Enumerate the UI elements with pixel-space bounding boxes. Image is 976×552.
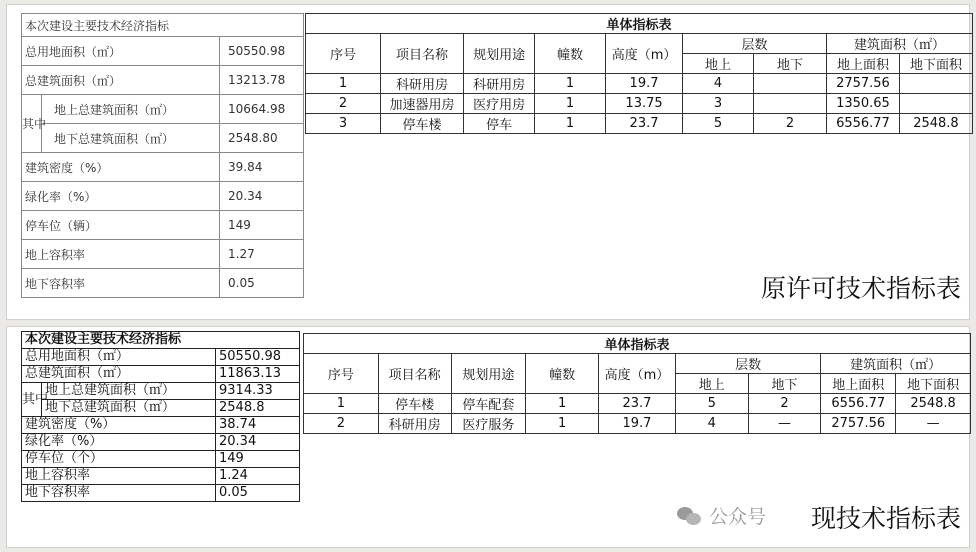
table-cell: 2757.56 bbox=[821, 414, 896, 434]
table-cell: 科研用房 bbox=[381, 74, 464, 94]
table-cell: 13213.78 bbox=[220, 66, 304, 95]
table-row bbox=[22, 485, 300, 502]
watermark-text: 公众号 bbox=[709, 506, 767, 528]
table-cell: 地上面积 bbox=[821, 374, 896, 394]
table-cell: 50550.98 bbox=[220, 37, 304, 66]
table-cell: 39.84 bbox=[220, 153, 304, 182]
table-cell: 4 bbox=[683, 74, 754, 94]
table-cell: 5 bbox=[683, 114, 754, 134]
table-cell: — bbox=[896, 414, 971, 434]
table-cell: 总用地面积（㎡） bbox=[22, 37, 220, 66]
table-cell: 幢数 bbox=[535, 34, 606, 74]
table-cell bbox=[754, 74, 827, 94]
table-row bbox=[306, 114, 973, 134]
table-cell: 0.05 bbox=[220, 269, 304, 298]
table-cell: 停车位（个） bbox=[22, 451, 216, 468]
table-title: 本次建设主要技术经济指标 bbox=[22, 332, 300, 349]
table-row bbox=[22, 269, 304, 298]
table-cell: 1350.65 bbox=[826, 94, 899, 114]
table-cell: 20.34 bbox=[220, 182, 304, 211]
table-cell: 医疗服务 bbox=[451, 414, 526, 434]
table-row bbox=[22, 240, 304, 269]
table-cell: 停车位（辆） bbox=[22, 211, 220, 240]
table-cell: 总建筑面积（㎡） bbox=[22, 366, 216, 383]
table-cell: 2 bbox=[306, 94, 381, 114]
table-cell: 建筑面积（㎡） bbox=[826, 34, 972, 54]
table-cell: 地上容积率 bbox=[22, 468, 216, 485]
table-cell: 20.34 bbox=[216, 434, 300, 451]
merge-label: 其中 bbox=[22, 383, 42, 417]
table-cell: 2548.8 bbox=[896, 394, 971, 414]
table-cell: 50550.98 bbox=[216, 349, 300, 366]
table-row bbox=[306, 94, 973, 114]
table-cell: 地下面积 bbox=[896, 374, 971, 394]
table-cell: 层数 bbox=[675, 354, 821, 374]
table-cell: 6556.77 bbox=[826, 114, 899, 134]
table-cell: 2 bbox=[748, 394, 821, 414]
merge-label: 其中 bbox=[22, 95, 42, 153]
table-cell: 地上总建筑面积（㎡） bbox=[42, 95, 220, 124]
table-cell: 3 bbox=[306, 114, 381, 134]
current-unit-table bbox=[303, 333, 971, 434]
table-cell: 地下面积 bbox=[899, 54, 972, 74]
table-cell: 19.7 bbox=[599, 414, 676, 434]
table-row bbox=[22, 211, 304, 240]
original-summary-table bbox=[21, 13, 304, 298]
table-row bbox=[22, 417, 300, 434]
table-row bbox=[22, 383, 300, 400]
table-cell: 停车楼 bbox=[381, 114, 464, 134]
table-cell: 规划用途 bbox=[451, 354, 526, 394]
watermark bbox=[677, 502, 766, 529]
table-cell: 149 bbox=[216, 451, 300, 468]
table-cell: 高度（m） bbox=[599, 354, 676, 394]
table-cell: 2548.8 bbox=[216, 400, 300, 417]
table-cell bbox=[899, 94, 972, 114]
table-cell bbox=[899, 74, 972, 94]
table-title: 本次建设主要技术经济指标 bbox=[22, 14, 304, 37]
table-cell: 1 bbox=[526, 414, 599, 434]
table-cell: 绿化率（%） bbox=[22, 182, 220, 211]
table-cell: 1 bbox=[535, 94, 606, 114]
table-cell: 11863.13 bbox=[216, 366, 300, 383]
table-row bbox=[22, 95, 304, 124]
table-cell: — bbox=[748, 414, 821, 434]
table-cell: 9314.33 bbox=[216, 383, 300, 400]
table-cell: 地上容积率 bbox=[22, 240, 220, 269]
table-cell: 2757.56 bbox=[826, 74, 899, 94]
table-cell: 停车楼 bbox=[378, 394, 451, 414]
table-row bbox=[22, 468, 300, 485]
table-cell: 1 bbox=[535, 74, 606, 94]
table-cell: 建筑面积（㎡） bbox=[821, 354, 971, 374]
table-cell: 0.05 bbox=[216, 485, 300, 502]
table-cell: 地上面积 bbox=[826, 54, 899, 74]
table-cell: 项目名称 bbox=[378, 354, 451, 394]
table-cell: 地下 bbox=[748, 374, 821, 394]
table-cell: 149 bbox=[220, 211, 304, 240]
table-cell: 建筑密度（%） bbox=[22, 417, 216, 434]
table-cell: 高度（m） bbox=[606, 34, 683, 74]
table-cell: 1 bbox=[535, 114, 606, 134]
table-cell: 地上总建筑面积（㎡） bbox=[42, 383, 216, 400]
table-row bbox=[22, 366, 300, 383]
table-row bbox=[304, 394, 971, 414]
table-cell: 停车 bbox=[464, 114, 535, 134]
wechat-icon bbox=[677, 505, 703, 527]
table-cell: 2 bbox=[754, 114, 827, 134]
original-unit-table bbox=[305, 13, 973, 134]
table-cell: 层数 bbox=[683, 34, 827, 54]
current-caption: 现技术指标表 bbox=[810, 504, 961, 533]
table-row bbox=[22, 182, 304, 211]
table-cell: 序号 bbox=[304, 354, 379, 394]
table-cell: 5 bbox=[675, 394, 748, 414]
table-cell: 19.7 bbox=[606, 74, 683, 94]
table-cell: 3 bbox=[683, 94, 754, 114]
table-cell: 13.75 bbox=[606, 94, 683, 114]
table-cell: 医疗用房 bbox=[464, 94, 535, 114]
table-cell: 加速器用房 bbox=[381, 94, 464, 114]
table-row bbox=[22, 451, 300, 468]
table-row bbox=[304, 414, 971, 434]
table-cell bbox=[754, 94, 827, 114]
table-cell: 1 bbox=[526, 394, 599, 414]
table-row bbox=[22, 349, 300, 366]
table-row bbox=[22, 37, 304, 66]
table-row bbox=[22, 153, 304, 182]
table-cell: 地下 bbox=[754, 54, 827, 74]
table-cell: 地下总建筑面积（㎡） bbox=[42, 400, 216, 417]
original-caption: 原许可技术指标表 bbox=[760, 274, 961, 303]
table-cell: 2548.80 bbox=[220, 124, 304, 153]
table-cell: 1.24 bbox=[216, 468, 300, 485]
table-cell: 23.7 bbox=[606, 114, 683, 134]
table-row bbox=[22, 124, 304, 153]
table-cell: 2 bbox=[304, 414, 379, 434]
table-row bbox=[22, 434, 300, 451]
table-cell: 规划用途 bbox=[464, 34, 535, 74]
table-cell: 停车配套 bbox=[451, 394, 526, 414]
current-indicators-panel bbox=[6, 326, 970, 548]
table-cell: 科研用房 bbox=[378, 414, 451, 434]
table-cell: 绿化率（%） bbox=[22, 434, 216, 451]
table-cell: 地下总建筑面积（㎡） bbox=[42, 124, 220, 153]
table-cell: 建筑密度（%） bbox=[22, 153, 220, 182]
table-cell: 1.27 bbox=[220, 240, 304, 269]
table-cell: 项目名称 bbox=[381, 34, 464, 74]
table-cell: 6556.77 bbox=[821, 394, 896, 414]
table-cell: 总建筑面积（㎡） bbox=[22, 66, 220, 95]
original-indicators-panel bbox=[6, 4, 970, 320]
table-row bbox=[306, 74, 973, 94]
table-cell: 1 bbox=[304, 394, 379, 414]
table-cell: 1 bbox=[306, 74, 381, 94]
table-cell: 4 bbox=[675, 414, 748, 434]
table-cell: 地下容积率 bbox=[22, 485, 216, 502]
table-cell: 幢数 bbox=[526, 354, 599, 394]
table-row bbox=[22, 400, 300, 417]
table-cell: 地上 bbox=[675, 374, 748, 394]
table-cell: 地下容积率 bbox=[22, 269, 220, 298]
table-cell: 总用地面积（㎡） bbox=[22, 349, 216, 366]
table-cell: 10664.98 bbox=[220, 95, 304, 124]
table-title: 单体指标表 bbox=[304, 334, 971, 354]
table-cell: 科研用房 bbox=[464, 74, 535, 94]
table-cell: 序号 bbox=[306, 34, 381, 74]
table-cell: 38.74 bbox=[216, 417, 300, 434]
table-cell: 地上 bbox=[683, 54, 754, 74]
table-cell: 2548.8 bbox=[899, 114, 972, 134]
table-row bbox=[22, 66, 304, 95]
table-title: 单体指标表 bbox=[306, 14, 973, 34]
current-summary-table bbox=[21, 331, 300, 502]
table-cell: 23.7 bbox=[599, 394, 676, 414]
